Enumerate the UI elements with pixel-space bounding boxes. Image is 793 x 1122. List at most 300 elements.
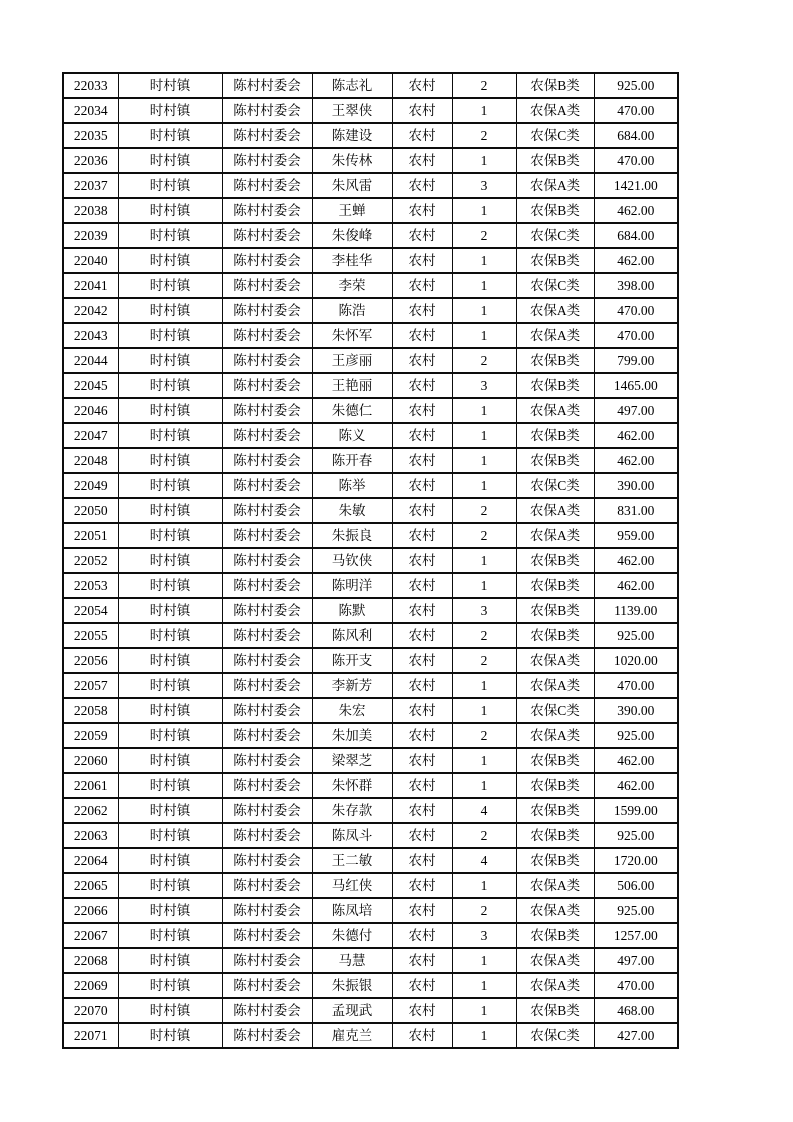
cell-village-committee: 陈村村委会 xyxy=(222,223,312,248)
cell-person-name: 朱风雷 xyxy=(312,173,392,198)
table-row xyxy=(63,223,678,248)
cell-serial-number: 22051 xyxy=(63,523,118,548)
cell-town: 时村镇 xyxy=(118,523,222,548)
cell-insurance-category: 农保A类 xyxy=(516,948,594,973)
cell-serial-number: 22057 xyxy=(63,673,118,698)
cell-amount: 462.00 xyxy=(594,748,678,773)
cell-residence-type: 农村 xyxy=(392,523,452,548)
cell-town: 时村镇 xyxy=(118,823,222,848)
cell-serial-number: 22034 xyxy=(63,98,118,123)
cell-person-count: 2 xyxy=(452,523,516,548)
cell-person-name: 陈举 xyxy=(312,473,392,498)
cell-insurance-category: 农保C类 xyxy=(516,473,594,498)
table-row xyxy=(63,173,678,198)
cell-town: 时村镇 xyxy=(118,773,222,798)
cell-amount: 470.00 xyxy=(594,323,678,348)
cell-serial-number: 22069 xyxy=(63,973,118,998)
cell-insurance-category: 农保B类 xyxy=(516,623,594,648)
cell-serial-number: 22036 xyxy=(63,148,118,173)
cell-insurance-category: 农保B类 xyxy=(516,798,594,823)
cell-person-count: 1 xyxy=(452,948,516,973)
cell-person-name: 陈开春 xyxy=(312,448,392,473)
cell-residence-type: 农村 xyxy=(392,123,452,148)
cell-person-count: 2 xyxy=(452,348,516,373)
table-row xyxy=(63,473,678,498)
cell-amount: 390.00 xyxy=(594,473,678,498)
cell-town: 时村镇 xyxy=(118,898,222,923)
cell-person-name: 朱传林 xyxy=(312,148,392,173)
cell-insurance-category: 农保A类 xyxy=(516,498,594,523)
cell-person-name: 李荣 xyxy=(312,273,392,298)
cell-insurance-category: 农保B类 xyxy=(516,923,594,948)
cell-serial-number: 22050 xyxy=(63,498,118,523)
cell-person-count: 1 xyxy=(452,1023,516,1048)
cell-insurance-category: 农保B类 xyxy=(516,423,594,448)
table-row xyxy=(63,673,678,698)
cell-village-committee: 陈村村委会 xyxy=(222,98,312,123)
table-row xyxy=(63,798,678,823)
cell-village-committee: 陈村村委会 xyxy=(222,973,312,998)
cell-insurance-category: 农保A类 xyxy=(516,523,594,548)
cell-person-count: 1 xyxy=(452,448,516,473)
cell-person-name: 朱怀军 xyxy=(312,323,392,348)
cell-person-count: 4 xyxy=(452,848,516,873)
cell-person-name: 王二敏 xyxy=(312,848,392,873)
cell-town: 时村镇 xyxy=(118,348,222,373)
cell-residence-type: 农村 xyxy=(392,798,452,823)
cell-serial-number: 22052 xyxy=(63,548,118,573)
cell-amount: 462.00 xyxy=(594,573,678,598)
cell-residence-type: 农村 xyxy=(392,448,452,473)
cell-person-count: 2 xyxy=(452,498,516,523)
cell-person-count: 2 xyxy=(452,898,516,923)
cell-insurance-category: 农保B类 xyxy=(516,823,594,848)
table-row xyxy=(63,848,678,873)
cell-village-committee: 陈村村委会 xyxy=(222,798,312,823)
cell-town: 时村镇 xyxy=(118,848,222,873)
cell-serial-number: 22035 xyxy=(63,123,118,148)
cell-insurance-category: 农保C类 xyxy=(516,273,594,298)
cell-residence-type: 农村 xyxy=(392,198,452,223)
table-row xyxy=(63,298,678,323)
cell-village-committee: 陈村村委会 xyxy=(222,423,312,448)
cell-village-committee: 陈村村委会 xyxy=(222,348,312,373)
cell-insurance-category: 农保B类 xyxy=(516,548,594,573)
cell-person-count: 1 xyxy=(452,673,516,698)
cell-person-name: 朱振良 xyxy=(312,523,392,548)
cell-village-committee: 陈村村委会 xyxy=(222,823,312,848)
cell-town: 时村镇 xyxy=(118,373,222,398)
cell-serial-number: 22060 xyxy=(63,748,118,773)
cell-person-name: 孟现武 xyxy=(312,998,392,1023)
cell-insurance-category: 农保B类 xyxy=(516,348,594,373)
cell-village-committee: 陈村村委会 xyxy=(222,723,312,748)
cell-person-count: 1 xyxy=(452,748,516,773)
cell-person-count: 3 xyxy=(452,173,516,198)
cell-person-name: 王蝉 xyxy=(312,198,392,223)
cell-village-committee: 陈村村委会 xyxy=(222,698,312,723)
cell-insurance-category: 农保C类 xyxy=(516,223,594,248)
cell-residence-type: 农村 xyxy=(392,148,452,173)
cell-insurance-category: 农保C类 xyxy=(516,123,594,148)
cell-residence-type: 农村 xyxy=(392,698,452,723)
table-row xyxy=(63,973,678,998)
cell-amount: 684.00 xyxy=(594,123,678,148)
cell-serial-number: 22033 xyxy=(63,73,118,98)
table-row xyxy=(63,248,678,273)
cell-insurance-category: 农保A类 xyxy=(516,673,594,698)
cell-town: 时村镇 xyxy=(118,173,222,198)
cell-village-committee: 陈村村委会 xyxy=(222,298,312,323)
cell-serial-number: 22064 xyxy=(63,848,118,873)
cell-residence-type: 农村 xyxy=(392,423,452,448)
cell-person-count: 1 xyxy=(452,773,516,798)
cell-serial-number: 22040 xyxy=(63,248,118,273)
cell-person-name: 马红侠 xyxy=(312,873,392,898)
cell-amount: 398.00 xyxy=(594,273,678,298)
cell-person-name: 朱德仁 xyxy=(312,398,392,423)
cell-person-name: 陈志礼 xyxy=(312,73,392,98)
cell-person-count: 1 xyxy=(452,248,516,273)
cell-village-committee: 陈村村委会 xyxy=(222,448,312,473)
cell-serial-number: 22048 xyxy=(63,448,118,473)
cell-village-committee: 陈村村委会 xyxy=(222,398,312,423)
cell-person-name: 陈义 xyxy=(312,423,392,448)
cell-person-count: 1 xyxy=(452,398,516,423)
cell-serial-number: 22043 xyxy=(63,323,118,348)
cell-amount: 831.00 xyxy=(594,498,678,523)
cell-person-count: 1 xyxy=(452,98,516,123)
cell-residence-type: 农村 xyxy=(392,723,452,748)
cell-residence-type: 农村 xyxy=(392,173,452,198)
cell-person-name: 陈开支 xyxy=(312,648,392,673)
cell-serial-number: 22059 xyxy=(63,723,118,748)
cell-serial-number: 22054 xyxy=(63,598,118,623)
cell-person-name: 陈凤斗 xyxy=(312,823,392,848)
cell-amount: 390.00 xyxy=(594,698,678,723)
cell-insurance-category: 农保B类 xyxy=(516,998,594,1023)
cell-town: 时村镇 xyxy=(118,548,222,573)
cell-town: 时村镇 xyxy=(118,473,222,498)
cell-person-count: 2 xyxy=(452,723,516,748)
cell-serial-number: 22039 xyxy=(63,223,118,248)
cell-amount: 925.00 xyxy=(594,723,678,748)
cell-village-committee: 陈村村委会 xyxy=(222,673,312,698)
cell-person-count: 1 xyxy=(452,473,516,498)
cell-person-name: 朱德付 xyxy=(312,923,392,948)
cell-town: 时村镇 xyxy=(118,223,222,248)
cell-village-committee: 陈村村委会 xyxy=(222,573,312,598)
table-row xyxy=(63,723,678,748)
cell-town: 时村镇 xyxy=(118,1023,222,1048)
cell-person-count: 4 xyxy=(452,798,516,823)
cell-serial-number: 22063 xyxy=(63,823,118,848)
cell-person-count: 1 xyxy=(452,573,516,598)
cell-village-committee: 陈村村委会 xyxy=(222,948,312,973)
cell-village-committee: 陈村村委会 xyxy=(222,523,312,548)
cell-insurance-category: 农保A类 xyxy=(516,298,594,323)
cell-residence-type: 农村 xyxy=(392,573,452,598)
cell-serial-number: 22066 xyxy=(63,898,118,923)
cell-town: 时村镇 xyxy=(118,448,222,473)
cell-person-count: 3 xyxy=(452,373,516,398)
cell-amount: 427.00 xyxy=(594,1023,678,1048)
cell-amount: 1465.00 xyxy=(594,373,678,398)
cell-village-committee: 陈村村委会 xyxy=(222,73,312,98)
cell-village-committee: 陈村村委会 xyxy=(222,373,312,398)
table-row xyxy=(63,148,678,173)
cell-residence-type: 农村 xyxy=(392,623,452,648)
table-row xyxy=(63,873,678,898)
table-row xyxy=(63,323,678,348)
cell-person-count: 3 xyxy=(452,598,516,623)
cell-village-committee: 陈村村委会 xyxy=(222,473,312,498)
cell-residence-type: 农村 xyxy=(392,598,452,623)
cell-village-committee: 陈村村委会 xyxy=(222,923,312,948)
cell-residence-type: 农村 xyxy=(392,873,452,898)
cell-town: 时村镇 xyxy=(118,873,222,898)
cell-residence-type: 农村 xyxy=(392,548,452,573)
cell-town: 时村镇 xyxy=(118,648,222,673)
cell-amount: 468.00 xyxy=(594,998,678,1023)
cell-amount: 506.00 xyxy=(594,873,678,898)
table-row xyxy=(63,573,678,598)
cell-amount: 462.00 xyxy=(594,548,678,573)
cell-amount: 1599.00 xyxy=(594,798,678,823)
cell-amount: 959.00 xyxy=(594,523,678,548)
cell-person-name: 朱俊峰 xyxy=(312,223,392,248)
cell-person-name: 王艳丽 xyxy=(312,373,392,398)
cell-person-count: 2 xyxy=(452,123,516,148)
cell-village-committee: 陈村村委会 xyxy=(222,123,312,148)
cell-person-name: 李桂华 xyxy=(312,248,392,273)
cell-town: 时村镇 xyxy=(118,98,222,123)
cell-amount: 470.00 xyxy=(594,973,678,998)
cell-serial-number: 22045 xyxy=(63,373,118,398)
cell-town: 时村镇 xyxy=(118,73,222,98)
table-row xyxy=(63,823,678,848)
cell-insurance-category: 农保B类 xyxy=(516,73,594,98)
cell-person-name: 李新芳 xyxy=(312,673,392,698)
cell-person-count: 3 xyxy=(452,923,516,948)
cell-serial-number: 22046 xyxy=(63,398,118,423)
cell-insurance-category: 农保A类 xyxy=(516,173,594,198)
cell-amount: 470.00 xyxy=(594,673,678,698)
cell-serial-number: 22061 xyxy=(63,773,118,798)
cell-serial-number: 22068 xyxy=(63,948,118,973)
cell-residence-type: 农村 xyxy=(392,498,452,523)
cell-person-count: 1 xyxy=(452,998,516,1023)
cell-insurance-category: 农保A类 xyxy=(516,98,594,123)
table-row xyxy=(63,748,678,773)
cell-serial-number: 22058 xyxy=(63,698,118,723)
cell-village-committee: 陈村村委会 xyxy=(222,848,312,873)
cell-town: 时村镇 xyxy=(118,623,222,648)
table-row xyxy=(63,523,678,548)
cell-amount: 462.00 xyxy=(594,423,678,448)
insurance-roster-table-container xyxy=(62,72,679,1049)
cell-amount: 684.00 xyxy=(594,223,678,248)
cell-town: 时村镇 xyxy=(118,598,222,623)
cell-village-committee: 陈村村委会 xyxy=(222,748,312,773)
cell-residence-type: 农村 xyxy=(392,348,452,373)
cell-village-committee: 陈村村委会 xyxy=(222,173,312,198)
cell-residence-type: 农村 xyxy=(392,923,452,948)
cell-town: 时村镇 xyxy=(118,748,222,773)
cell-serial-number: 22070 xyxy=(63,998,118,1023)
cell-person-count: 1 xyxy=(452,873,516,898)
cell-village-committee: 陈村村委会 xyxy=(222,248,312,273)
cell-person-count: 2 xyxy=(452,823,516,848)
table-row xyxy=(63,598,678,623)
table-row xyxy=(63,548,678,573)
cell-serial-number: 22042 xyxy=(63,298,118,323)
cell-town: 时村镇 xyxy=(118,923,222,948)
table-row xyxy=(63,398,678,423)
cell-amount: 1020.00 xyxy=(594,648,678,673)
cell-residence-type: 农村 xyxy=(392,273,452,298)
cell-insurance-category: 农保B类 xyxy=(516,148,594,173)
cell-town: 时村镇 xyxy=(118,698,222,723)
cell-town: 时村镇 xyxy=(118,723,222,748)
cell-residence-type: 农村 xyxy=(392,848,452,873)
cell-residence-type: 农村 xyxy=(392,948,452,973)
cell-insurance-category: 农保B类 xyxy=(516,598,594,623)
cell-insurance-category: 农保B类 xyxy=(516,773,594,798)
cell-residence-type: 农村 xyxy=(392,73,452,98)
cell-person-name: 陈默 xyxy=(312,598,392,623)
cell-person-count: 1 xyxy=(452,698,516,723)
cell-person-name: 陈凤培 xyxy=(312,898,392,923)
cell-person-name: 陈风利 xyxy=(312,623,392,648)
cell-residence-type: 农村 xyxy=(392,823,452,848)
cell-village-committee: 陈村村委会 xyxy=(222,548,312,573)
cell-residence-type: 农村 xyxy=(392,998,452,1023)
cell-amount: 462.00 xyxy=(594,198,678,223)
cell-insurance-category: 农保C类 xyxy=(516,698,594,723)
cell-village-committee: 陈村村委会 xyxy=(222,623,312,648)
cell-person-count: 2 xyxy=(452,223,516,248)
cell-residence-type: 农村 xyxy=(392,298,452,323)
cell-amount: 470.00 xyxy=(594,298,678,323)
insurance-roster-table xyxy=(62,72,679,1049)
cell-town: 时村镇 xyxy=(118,148,222,173)
cell-person-name: 雇克兰 xyxy=(312,1023,392,1048)
cell-person-count: 1 xyxy=(452,548,516,573)
cell-residence-type: 农村 xyxy=(392,248,452,273)
cell-town: 时村镇 xyxy=(118,798,222,823)
cell-insurance-category: 农保A类 xyxy=(516,973,594,998)
cell-person-name: 朱加美 xyxy=(312,723,392,748)
cell-village-committee: 陈村村委会 xyxy=(222,648,312,673)
cell-person-count: 1 xyxy=(452,423,516,448)
cell-town: 时村镇 xyxy=(118,248,222,273)
cell-person-name: 陈建设 xyxy=(312,123,392,148)
table-row xyxy=(63,73,678,98)
cell-amount: 799.00 xyxy=(594,348,678,373)
cell-insurance-category: 农保B类 xyxy=(516,573,594,598)
cell-insurance-category: 农保A类 xyxy=(516,323,594,348)
cell-town: 时村镇 xyxy=(118,998,222,1023)
table-row xyxy=(63,448,678,473)
cell-person-name: 陈明洋 xyxy=(312,573,392,598)
table-row xyxy=(63,923,678,948)
cell-serial-number: 22055 xyxy=(63,623,118,648)
cell-person-count: 1 xyxy=(452,298,516,323)
cell-amount: 470.00 xyxy=(594,98,678,123)
cell-village-committee: 陈村村委会 xyxy=(222,898,312,923)
cell-residence-type: 农村 xyxy=(392,648,452,673)
insurance-table-body xyxy=(63,73,678,1048)
cell-insurance-category: 农保A类 xyxy=(516,873,594,898)
cell-person-count: 2 xyxy=(452,73,516,98)
table-row xyxy=(63,648,678,673)
cell-insurance-category: 农保A类 xyxy=(516,723,594,748)
cell-person-name: 马钦侠 xyxy=(312,548,392,573)
cell-residence-type: 农村 xyxy=(392,323,452,348)
cell-amount: 462.00 xyxy=(594,448,678,473)
cell-town: 时村镇 xyxy=(118,198,222,223)
cell-serial-number: 22071 xyxy=(63,1023,118,1048)
cell-insurance-category: 农保A类 xyxy=(516,648,594,673)
table-row xyxy=(63,123,678,148)
cell-village-committee: 陈村村委会 xyxy=(222,148,312,173)
cell-amount: 1421.00 xyxy=(594,173,678,198)
table-row xyxy=(63,198,678,223)
cell-residence-type: 农村 xyxy=(392,98,452,123)
cell-person-name: 朱敏 xyxy=(312,498,392,523)
cell-village-committee: 陈村村委会 xyxy=(222,998,312,1023)
cell-person-name: 梁翠芝 xyxy=(312,748,392,773)
cell-residence-type: 农村 xyxy=(392,773,452,798)
cell-serial-number: 22038 xyxy=(63,198,118,223)
table-row xyxy=(63,373,678,398)
table-row xyxy=(63,1023,678,1048)
cell-person-count: 1 xyxy=(452,273,516,298)
cell-serial-number: 22041 xyxy=(63,273,118,298)
cell-insurance-category: 农保B类 xyxy=(516,848,594,873)
cell-amount: 462.00 xyxy=(594,248,678,273)
cell-insurance-category: 农保B类 xyxy=(516,448,594,473)
cell-serial-number: 22047 xyxy=(63,423,118,448)
cell-insurance-category: 农保B类 xyxy=(516,248,594,273)
cell-amount: 925.00 xyxy=(594,898,678,923)
cell-person-name: 朱怀群 xyxy=(312,773,392,798)
cell-village-committee: 陈村村委会 xyxy=(222,273,312,298)
cell-serial-number: 22067 xyxy=(63,923,118,948)
table-row xyxy=(63,273,678,298)
cell-amount: 925.00 xyxy=(594,73,678,98)
cell-serial-number: 22037 xyxy=(63,173,118,198)
cell-residence-type: 农村 xyxy=(392,673,452,698)
cell-insurance-category: 农保C类 xyxy=(516,1023,594,1048)
cell-town: 时村镇 xyxy=(118,398,222,423)
cell-town: 时村镇 xyxy=(118,323,222,348)
cell-residence-type: 农村 xyxy=(392,398,452,423)
cell-person-name: 朱宏 xyxy=(312,698,392,723)
cell-town: 时村镇 xyxy=(118,123,222,148)
cell-residence-type: 农村 xyxy=(392,1023,452,1048)
cell-serial-number: 22049 xyxy=(63,473,118,498)
cell-village-committee: 陈村村委会 xyxy=(222,773,312,798)
cell-residence-type: 农村 xyxy=(392,473,452,498)
cell-town: 时村镇 xyxy=(118,423,222,448)
cell-person-name: 朱振银 xyxy=(312,973,392,998)
cell-person-name: 王翠侠 xyxy=(312,98,392,123)
cell-person-count: 1 xyxy=(452,148,516,173)
cell-person-count: 2 xyxy=(452,648,516,673)
cell-amount: 462.00 xyxy=(594,773,678,798)
